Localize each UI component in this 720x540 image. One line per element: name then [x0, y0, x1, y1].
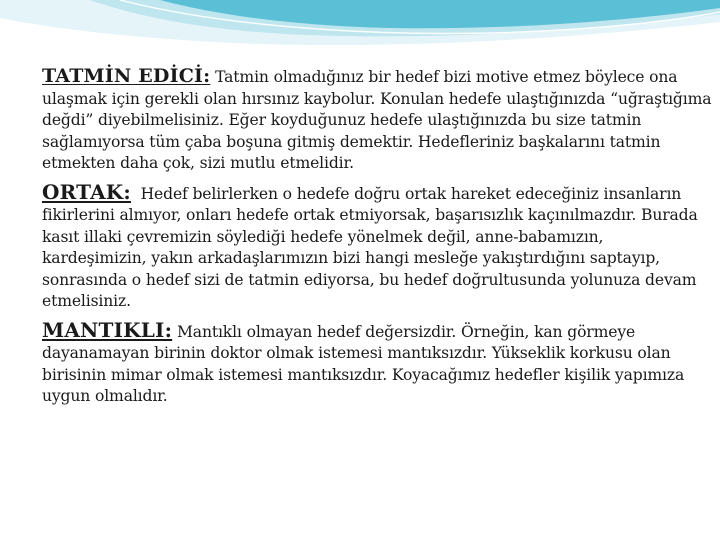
decorative-wave-banner — [0, 0, 720, 60]
section-text: Hedef belirlerken o hedefe doğru ortak hareket edeceğiniz insanların fikirlerini almıyor, onları hedefe ortak etmiyorsak, başarısızlık kaçınılmazdır. Burada kasıt illaki çevremizin söylediği hedefe yönelmek değil, anne-babamızın, kardeşimizin, yakın arkadaşlarımızın bizi hangi mesleğe yakıştırdığını saptayıp, sonrasında o hedef sizi de tatmin ediyorsa, bu hedef doğrultusunda yolunuza devam etmelisiniz. — [42, 184, 698, 310]
section-tatmin-edici — [42, 66, 712, 175]
section-heading: MANTIKLI: — [42, 317, 173, 342]
section-text: Mantıklı olmayan hedef değersizdir. Örneğin, kan görmeye dayanamayan birinin doktor olmak istemesi mantıksızdır. Yükseklik korkusu olan birisinin mimar olmak istemesi mantıksızdır. Koyacağımız hedefler kişilik yapımıza uygun olmalıdır. — [42, 322, 685, 405]
slide-body — [42, 66, 712, 408]
section-mantikli — [42, 317, 712, 408]
section-text: Tatmin olmadığınız bir hedef bizi motive etmez böylece ona ulaşmak için gerekli olan hırsınız kaybolur. Konulan hedefe ulaştığınızda “uğraştığıma değdi” diyebilmelisiniz. Eğer koyduğunuz hedefe ulaştığınızda bu size tatmin sağlamıyorsa tüm çaba boşuna gitmiş demektir. Hedefleriniz başkalarını tatmin etmekten daha çok, sizi mutlu etmelidir. — [42, 68, 712, 172]
section-heading: TATMİN EDİCİ: — [42, 65, 211, 87]
section-ortak — [42, 179, 712, 313]
section-heading: ORTAK: — [42, 179, 131, 204]
